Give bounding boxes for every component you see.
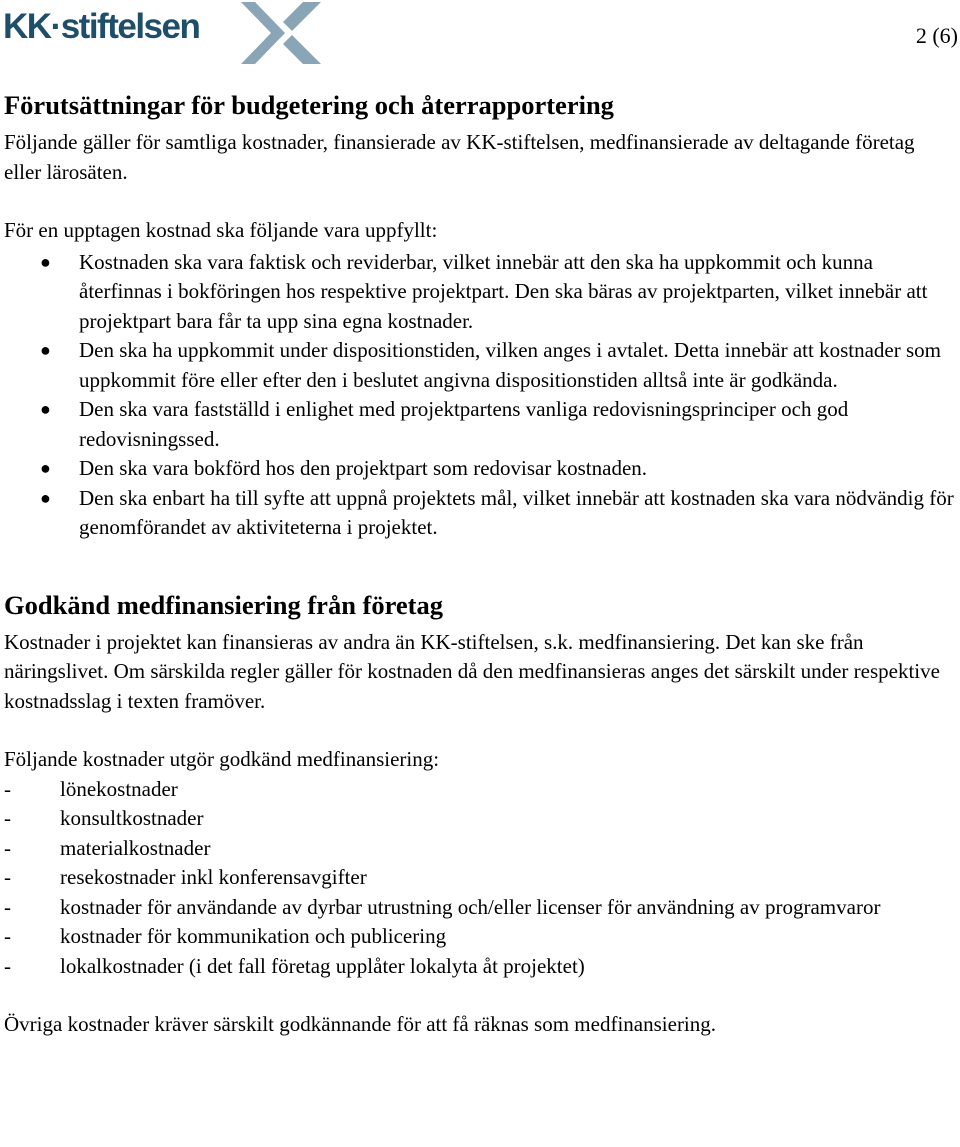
closing-paragraph: Övriga kostnader kräver särskilt godkännande för att få räknas som medfinansiering.: [4, 1012, 717, 1036]
list-item: - kostnader för kommunikation och publicering: [4, 922, 954, 952]
list-item: - materialkostnader: [4, 834, 954, 864]
list-item: - lönekostnader: [4, 775, 954, 805]
dash-marker: -: [4, 924, 11, 948]
conditions-list: [4, 248, 954, 543]
logo-chevron-icon: [241, 2, 331, 64]
dash-marker: -: [4, 894, 11, 919]
conditions-lead-text: För en upptagen kostnad ska följande vara uppfyllt:: [4, 218, 438, 242]
list-item: ● Den ska vara bokförd hos den projektpart som redovisar kostnaden.: [4, 454, 954, 484]
cofinancing-list-lead: Följande kostnader utgör godkänd medfinansiering:: [4, 747, 440, 771]
list-item: ● Den ska ha uppkommit under dispositionstiden, vilken anges i avtalet. Detta innebär att kostnader som uppkommit före eller efter den i beslutet angivna dispositionstiden alltså inte är godkända.: [40, 338, 941, 392]
bullet-icon: ●: [40, 399, 51, 419]
bullet-icon: ●: [40, 458, 51, 478]
page-number: 2 (6): [915, 23, 958, 48]
dash-marker: -: [4, 806, 11, 830]
list-item: ● Den ska enbart ha till syfte att uppnå projektets mål, vilket innebär att kostnaden ska vara nödvändig för genomförandet av aktiviteterna i projektet.: [40, 485, 954, 539]
cofinancing-cost-list: [4, 775, 954, 982]
dash-marker: -: [4, 865, 11, 889]
dash-marker: -: [4, 776, 11, 801]
list-item: - kostnader för användande av dyrbar utrustning och/eller licenser för användning av programvaror: [4, 893, 954, 923]
list-item: - konsultkostnader: [4, 804, 954, 834]
bullet-icon: ●: [40, 251, 51, 272]
document-body: [4, 88, 954, 1040]
list-item: - resekostnader inkl konferensavgifter: [4, 863, 954, 893]
kk-stiftelsen-logo: [3, 2, 333, 64]
logo-wordmark: KK·stiftelsen: [3, 7, 200, 46]
list-item: ● Den ska vara fastställd i enlighet med projektpartens vanliga redovisningsprinciper och god redovisningssed.: [40, 397, 849, 451]
bullet-icon: ●: [40, 340, 51, 360]
section-intro-paragraph: Följande gäller för samtliga kostnader, finansierade av KK-stiftelsen, medfinansierade av deltagande företag eller lärosäten.: [4, 130, 915, 184]
bullet-icon: ●: [40, 487, 51, 508]
list-item: ● Kostnaden ska vara faktisk och reviderbar, vilket innebär att den ska ha uppkommit och kunna återfinnas i bokföringen hos respektive projektpart. Den ska bäras av projektparten, vilket innebär att projektpart bara får ta upp sina egna kostnader.: [40, 249, 928, 333]
dash-marker: -: [4, 953, 11, 978]
list-item: - lokalkostnader (i det fall företag upplåter lokalyta åt projektet): [4, 952, 954, 982]
section-title-budgeting: Förutsättningar för budgetering och återrapportering: [4, 90, 614, 120]
dash-marker: -: [4, 835, 11, 860]
cofinancing-intro-paragraph: Kostnader i projektet kan finansieras av andra än KK-stiftelsen, s.k. medfinansiering. Det kan ske från näringslivet. Om särskilda regler gäller för kostnaden då den medfinansieras anges det särskilt under respektive kostnadsslag i texten framöver.: [4, 629, 940, 713]
section-title-cofinancing: Godkänd medfinansiering från företag: [4, 589, 443, 620]
